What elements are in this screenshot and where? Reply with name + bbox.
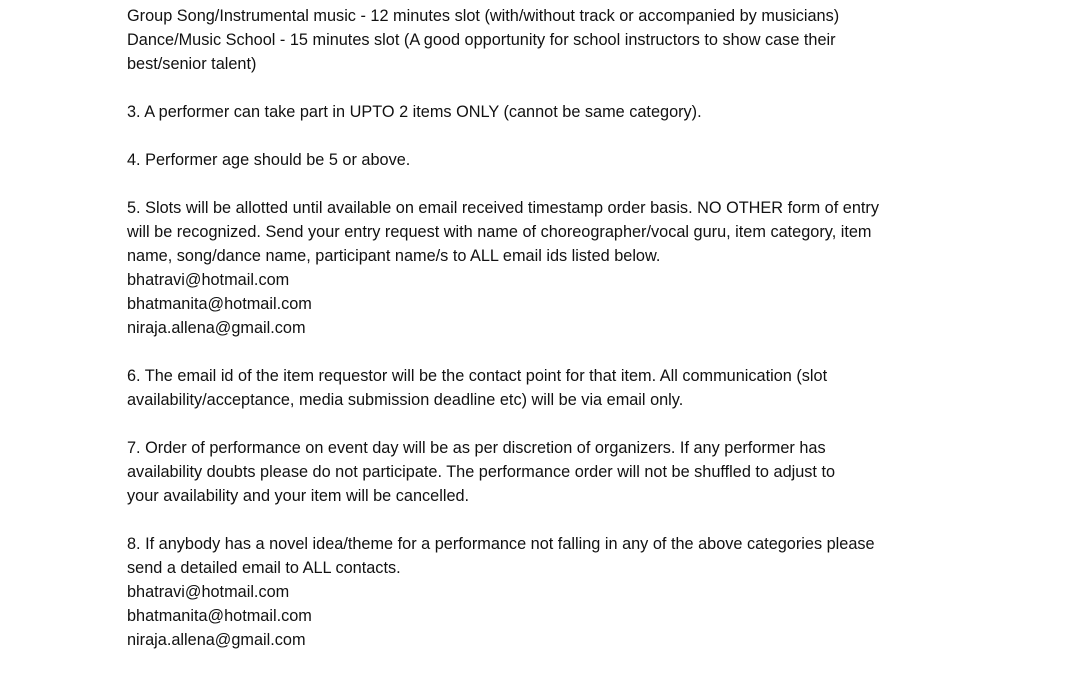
email-address: bhatmanita@hotmail.com [127,295,312,313]
rule-8-line: send a detailed email to ALL contacts. [127,559,401,577]
slot-dance-school-cont: best/senior talent) [127,55,257,73]
rule-5 [127,196,987,340]
rule-8 [127,532,987,652]
email-address: bhatravi@hotmail.com [127,583,290,601]
rule-4 [127,148,987,172]
rule-3-text: 3. A performer can take part in UPTO 2 items ONLY (cannot be same category). [127,103,702,121]
slot-list [127,4,987,76]
rule-3 [127,100,987,124]
rule-7-line: your availability and your item will be cancelled. [127,487,470,505]
rule-7-line: 7. Order of performance on event day will be as per discretion of organizers. If any performer has [127,439,826,457]
rule-6-line: availability/acceptance, media submission deadline etc) will be via email only. [127,391,684,409]
rule-5-line: will be recognized. Send your entry request with name of choreographer/vocal guru, item category, item [127,223,872,241]
slot-dance-school: Dance/Music School - 15 minutes slot (A good opportunity for school instructors to show case their [127,31,836,49]
rule-5-line: 5. Slots will be allotted until available on email received timestamp order basis. NO OTHER form of entry [127,199,879,217]
rule-6 [127,364,987,412]
rule-4-text: 4. Performer age should be 5 or above. [127,151,411,169]
email-address: bhatravi@hotmail.com [127,271,290,289]
email-address: bhatmanita@hotmail.com [127,607,312,625]
email-address: niraja.allena@gmail.com [127,319,306,337]
rule-7 [127,436,987,508]
rule-6-line: 6. The email id of the item requestor will be the contact point for that item. All communication (slot [127,367,828,385]
slot-group-song: Group Song/Instrumental music - 12 minutes slot (with/without track or accompanied by musicians) [127,7,840,25]
document-page [127,4,987,652]
rule-8-line: 8. If anybody has a novel idea/theme for a performance not falling in any of the above categories please [127,535,875,553]
rule-7-line: availability doubts please do not participate. The performance order will not be shuffled to adjust to [127,463,836,481]
email-address: niraja.allena@gmail.com [127,631,306,649]
rule-5-line: name, song/dance name, participant name/s to ALL email ids listed below. [127,247,661,265]
